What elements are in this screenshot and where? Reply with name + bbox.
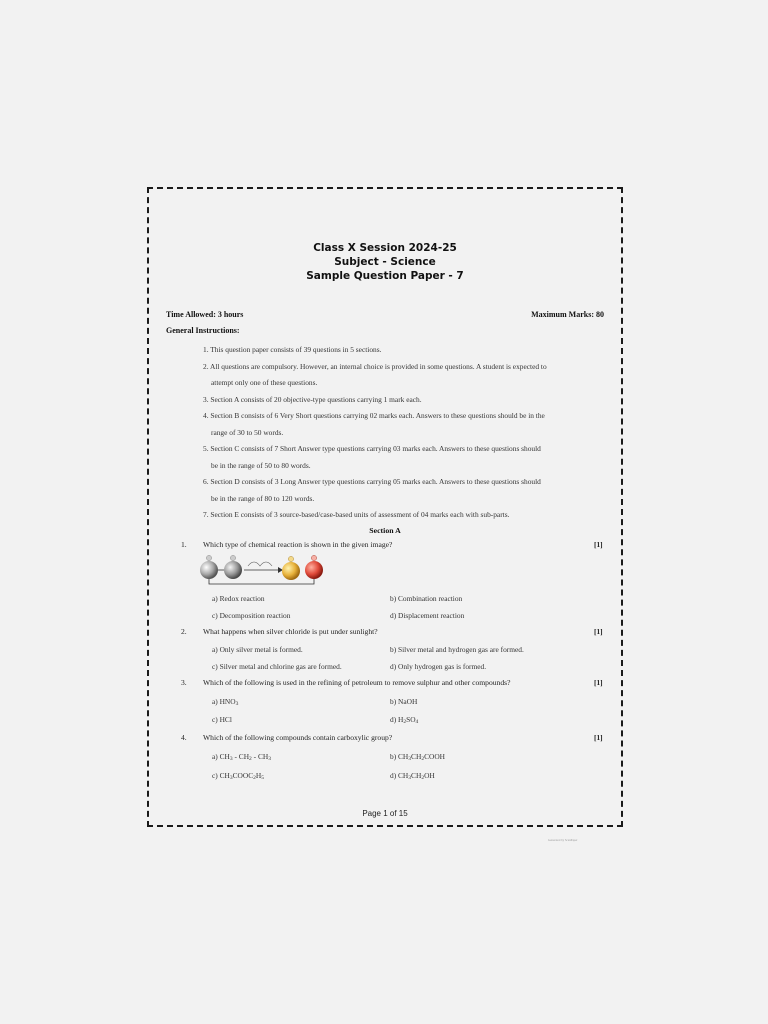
option-d[interactable]: d) $CH_3CH_2OH$ <box>390 771 435 781</box>
question-text: Which of the following compounds contain carboxylic group? <box>203 733 393 742</box>
maximum-marks: Maximum Marks: 80 <box>531 310 604 319</box>
option-d[interactable]: d) $H_2SO_4$ <box>390 715 419 725</box>
instruction-line: range of 30 to 50 words. <box>211 427 284 437</box>
atom-small <box>206 555 211 560</box>
atom-gray <box>224 561 242 579</box>
question-marks: [1] <box>594 627 603 636</box>
atom-yellow <box>282 562 300 580</box>
instruction-line: 6. Section D consists of 3 Long Answer type questions carrying 05 marks each. Answers to these questions should <box>203 477 541 486</box>
paper-subject: Subject - Science <box>334 256 436 268</box>
question-number: 1. <box>181 540 187 549</box>
atom-small <box>288 556 293 561</box>
connector-line <box>209 579 314 584</box>
question-text: What happens when silver chloride is put under sunlight? <box>203 627 378 636</box>
option-b[interactable]: b) $CH_3CH_2COOH$ <box>390 752 446 762</box>
option-a[interactable]: a) Redox reaction <box>212 594 265 603</box>
option-d[interactable]: d) Displacement reaction <box>390 611 465 620</box>
option-c[interactable]: c) Decomposition reaction <box>212 611 291 620</box>
instruction-line: 2. All questions are compulsory. However, an internal choice is provided in some questions. A student is expected to <box>203 361 547 371</box>
watermark-text: Generated by ScanPaper <box>548 838 578 842</box>
atom-gray <box>200 561 218 579</box>
option-a[interactable]: a) $HNO_3$ <box>212 697 239 707</box>
option-c[interactable]: c) Silver metal and chlorine gas are formed. <box>212 662 342 671</box>
atom-red <box>305 561 323 579</box>
paper-class-title: Class X Session 2024-25 <box>313 242 457 254</box>
question-marks: [1] <box>594 678 603 687</box>
reactant-molecule <box>200 555 242 579</box>
instruction-line: 7. Section E consists of 3 source-based/case-based units of assessment of 04 marks each with sub-parts. <box>203 510 510 519</box>
paper-title: Sample Question Paper - 7 <box>306 270 464 282</box>
energy-symbol <box>248 562 272 566</box>
reaction-diagram <box>198 554 333 588</box>
option-a[interactable]: a) $CH_3 - CH_2 - CH_3$ <box>212 752 271 762</box>
general-instructions-heading: General Instructions: <box>166 326 240 335</box>
atom-small <box>311 555 316 560</box>
instruction-line: be in the range of 50 to 80 words. <box>211 460 311 470</box>
section-heading: Section A <box>369 526 401 535</box>
instruction-line: attempt only one of these questions. <box>211 378 318 387</box>
question-number: 4. <box>181 733 187 742</box>
option-b[interactable]: b) Silver metal and hydrogen gas are formed. <box>390 645 524 654</box>
instruction-line: 5. Section C consists of 7 Short Answer type questions carrying 03 marks each. Answers to these questions should <box>203 444 541 453</box>
question-marks: [1] <box>594 733 603 742</box>
instruction-line: be in the range of 80 to 120 words. <box>211 493 315 503</box>
option-a[interactable]: a) Only silver metal is formed. <box>212 645 303 654</box>
instruction-line: 1. This question paper consists of 39 questions in 5 sections. <box>203 345 382 354</box>
instructions-list <box>203 342 608 524</box>
option-c[interactable]: c) $CH_3COOC_2H_5$ <box>212 771 264 781</box>
option-c[interactable]: c) HCl <box>212 715 232 724</box>
option-b[interactable]: b) NaOH <box>390 697 418 706</box>
question-text: Which of the following is used in the refining of petroleum to remove sulphur and other compounds? <box>203 678 511 687</box>
atom-small <box>230 555 235 560</box>
option-d[interactable]: d) Only hydrogen gas is formed. <box>390 662 487 671</box>
question-number: 2. <box>181 627 187 636</box>
page-number: Page 1 of 15 <box>362 809 408 818</box>
question-marks: [1] <box>594 540 603 549</box>
question-text: Which type of chemical reaction is shown in the given image? <box>203 540 393 549</box>
option-b[interactable]: b) Combination reaction <box>390 594 463 603</box>
product-molecules <box>282 555 323 580</box>
instruction-line: 4. Section B consists of 6 Very Short questions carrying 02 marks each. Answers to these questions should be in the <box>203 411 545 420</box>
instruction-line: 3. Section A consists of 20 objective-type questions carrying 1 mark each. <box>203 394 422 404</box>
time-allowed: Time Allowed: 3 hours <box>166 310 244 319</box>
question-number: 3. <box>181 678 187 687</box>
